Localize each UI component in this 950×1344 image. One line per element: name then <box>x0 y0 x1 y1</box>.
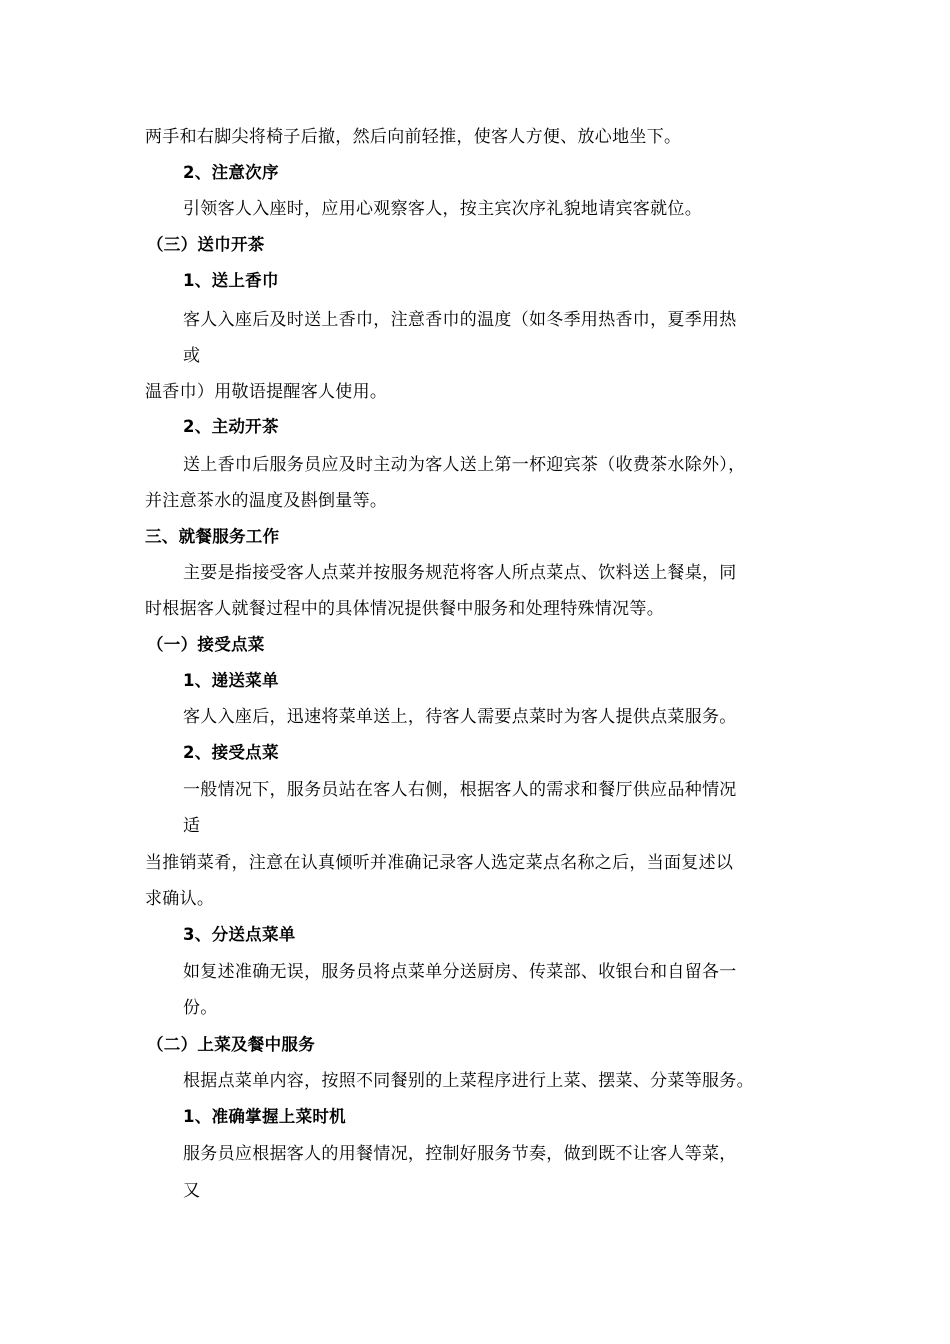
subheading-take-order: 2、接受点菜 <box>183 743 279 762</box>
body-text-line: 适 <box>183 816 201 836</box>
body-text-line: 如复述准确无误，服务员将点菜单分送厨房、传菜部、收银台和自留各一 <box>183 962 737 982</box>
body-text-line: 又 <box>183 1181 201 1201</box>
body-text-line: 客人入座后，迅速将菜单送上，待客人需要点菜时为客人提供点菜服务。 <box>183 707 737 727</box>
section-heading-take-order: （一）接受点菜 <box>147 635 265 654</box>
body-text-line: 根据点菜单内容，按照不同餐别的上菜程序进行上菜、摆菜、分菜等服务。 <box>183 1071 754 1091</box>
body-text-line: 两手和右脚尖将椅子后撤，然后向前轻推，使客人方便、放心地坐下。 <box>145 127 682 147</box>
body-text-line: 送上香巾后服务员应及时主动为客人送上第一杯迎宾茶（收费茶水除外）， <box>183 455 746 475</box>
subheading-serve-tea: 2、主动开茶 <box>183 417 279 436</box>
subheading-attention-order: 2、注意次序 <box>183 163 279 182</box>
body-text-line: 服务员应根据客人的用餐情况，控制好服务节奏，做到既不让客人等菜， <box>183 1144 737 1164</box>
body-text-line: 一般情况下，服务员站在客人右侧，根据客人的需求和餐厅供应品种情况 <box>183 780 737 800</box>
body-text-line: 客人入座后及时送上香巾，注意香巾的温度（如冬季用热香巾，夏季用热 <box>183 310 737 330</box>
body-text-line: 主要是指接受客人点菜并按服务规范将客人所点菜点、饮料送上餐桌，同 <box>183 563 737 583</box>
body-text-line: 份。 <box>183 998 218 1018</box>
body-text-line: 当推销菜肴，注意在认真倾听并准确记录客人选定菜点名称之后，当面复述以 <box>145 853 734 873</box>
subheading-distribute-order: 3、分送点菜单 <box>183 925 296 944</box>
body-text-line: 温香巾）用敬语提醒客人使用。 <box>145 382 388 402</box>
body-text-line: 引领客人入座时，应用心观察客人，按主宾次序礼貌地请宾客就位。 <box>183 199 702 219</box>
subheading-serving-timing: 1、准确掌握上菜时机 <box>183 1107 346 1126</box>
section-heading-towel-tea: （三）送巾开茶 <box>147 235 265 254</box>
subheading-serve-towel: 1、送上香巾 <box>183 271 279 290</box>
subheading-deliver-menu: 1、递送菜单 <box>183 671 279 690</box>
body-text-line: 求确认。 <box>145 889 215 909</box>
chapter-heading-dining-service: 三、就餐服务工作 <box>145 527 280 546</box>
body-text-line: 或 <box>183 346 201 366</box>
body-text-line: 并注意茶水的温度及斟倒量等。 <box>145 491 388 511</box>
section-heading-serving-dishes: （二）上菜及餐中服务 <box>147 1035 315 1054</box>
body-text-line: 时根据客人就餐过程中的具体情况提供餐中服务和处理特殊情况等。 <box>145 599 664 619</box>
